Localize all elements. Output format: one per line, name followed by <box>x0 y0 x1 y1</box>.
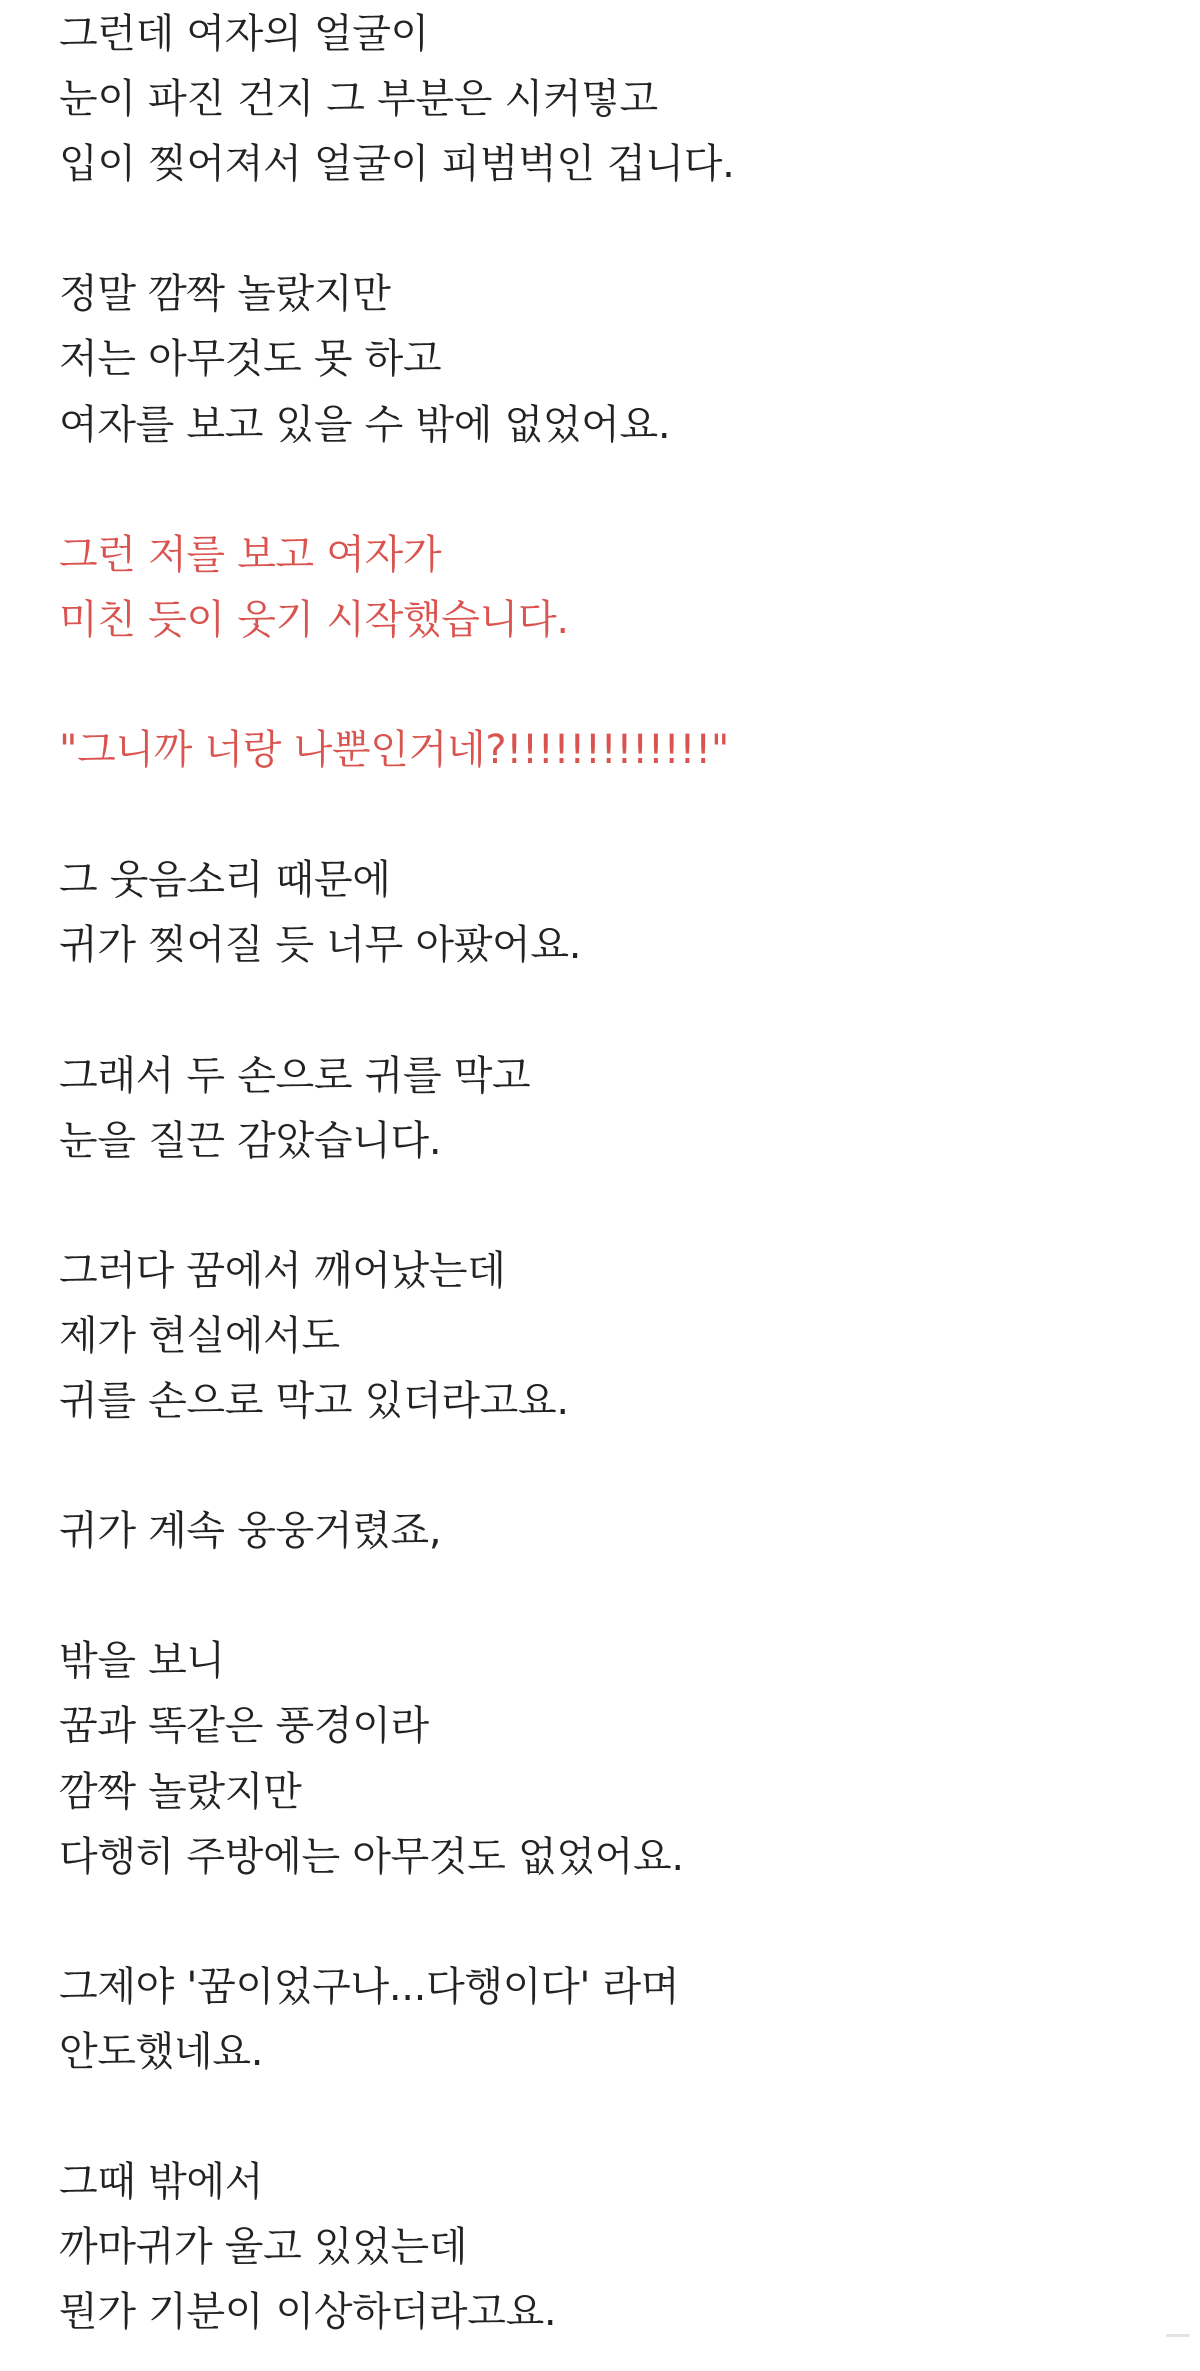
story-line: 귀가 계속 웅웅거렸죠, <box>59 1508 442 1555</box>
paragraph-gap <box>59 783 1179 848</box>
paragraph-gap <box>59 1434 1179 1499</box>
paragraph-gap <box>59 1174 1179 1239</box>
story-line: 그런데 여자의 얼굴이 <box>59 11 429 57</box>
story-line: 제가 현실에서도 <box>59 1312 340 1359</box>
story-line-highlight: 미친 듯이 웃기 시작했습니다. <box>59 596 569 643</box>
story-line: 까마귀가 울고 있었는데 <box>59 2224 468 2271</box>
paragraph <box>59 1239 1179 1434</box>
story-line: 귀를 손으로 막고 있더라고요. <box>59 1377 569 1424</box>
story-line: 그때 밖에서 <box>59 2159 264 2206</box>
story-line: 그러다 꿈에서 깨어났는데 <box>59 1247 506 1294</box>
story-line: 정말 깜짝 놀랐지만 <box>59 271 391 318</box>
story-line-quote: "그니까 너랑 나뿐인거네?!!!!!!!!!!!!!" <box>59 727 729 774</box>
story-line: 그 웃음소리 때문에 <box>59 857 391 904</box>
paragraph-gap <box>59 197 1179 262</box>
story-line: 다행히 주방에는 아무것도 없었어요. <box>59 1833 684 1880</box>
paragraph <box>59 848 1179 978</box>
story-line: 눈을 질끈 감았습니다. <box>59 1117 442 1164</box>
story-line: 여자를 보고 있을 수 밖에 없었어요. <box>59 401 671 448</box>
paragraph-gap <box>59 458 1179 523</box>
paragraph <box>59 1044 1179 1174</box>
story-line: 입이 찢어져서 얼굴이 피범벅인 겁니다. <box>59 141 735 188</box>
paragraph <box>59 2150 1179 2345</box>
story-text <box>59 2 1179 2345</box>
paragraph <box>59 1499 1179 1564</box>
story-line: 저는 아무것도 못 하고 <box>59 336 442 383</box>
paragraph-gap <box>59 1890 1179 1955</box>
story-line: 귀가 찢어질 듯 너무 아팠어요. <box>59 922 582 969</box>
paragraph <box>59 1955 1179 2085</box>
paragraph-gap <box>59 1564 1179 1629</box>
story-line: 밖을 보니 <box>59 1638 225 1685</box>
scroll-indicator[interactable] <box>1166 2334 1190 2337</box>
paragraph-gap <box>59 978 1179 1043</box>
story-line: 안도했네요. <box>59 2028 264 2075</box>
paragraph <box>59 2 1179 197</box>
story-line: 그제야 '꿈이었구나...다행이다' 라며 <box>59 1963 680 2010</box>
paragraph-highlight <box>59 523 1179 653</box>
story-line: 뭔가 기분이 이상하더라고요. <box>59 2289 557 2336</box>
paragraph-quote <box>59 718 1179 783</box>
story-line: 꿈과 똑같은 풍경이라 <box>59 1703 429 1750</box>
story-line: 깜짝 놀랐지만 <box>59 1768 302 1815</box>
paragraph-gap <box>59 653 1179 718</box>
paragraph <box>59 1629 1179 1889</box>
story-line: 그래서 두 손으로 귀를 막고 <box>59 1052 531 1099</box>
paragraph-gap <box>59 2085 1179 2150</box>
paragraph <box>59 262 1179 457</box>
story-line: 눈이 파진 건지 그 부분은 시커멓고 <box>59 76 658 123</box>
story-line-highlight: 그런 저를 보고 여자가 <box>59 531 442 578</box>
